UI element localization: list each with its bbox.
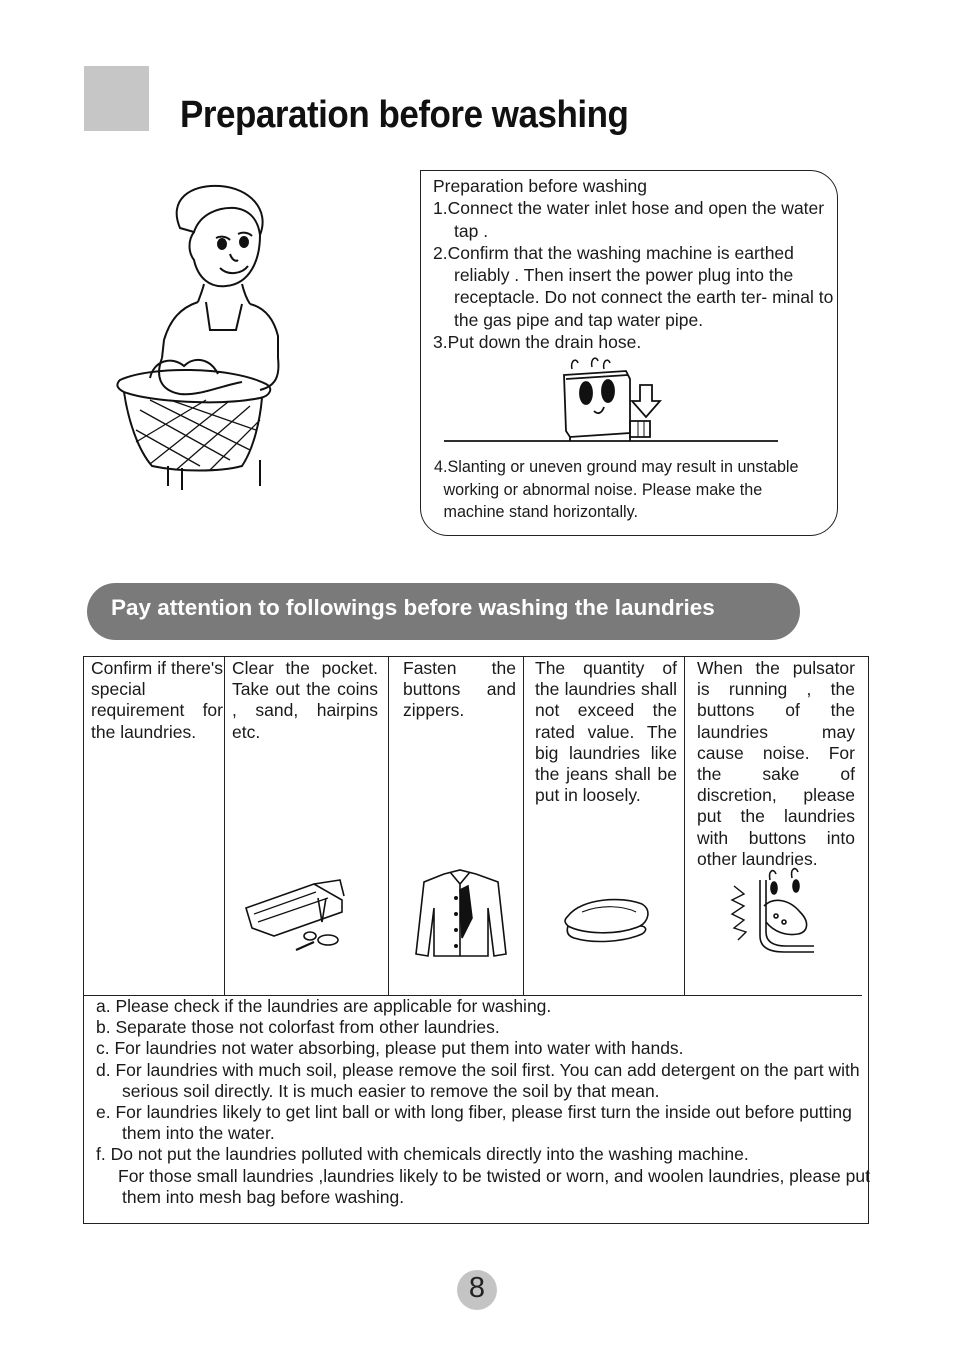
- page-title: Preparation before washing: [180, 94, 629, 136]
- note-c: c. For laundries not water absorbing, please put them into water with hands.: [96, 1038, 684, 1059]
- tip-4-text: The quantity of the laundries shall not exceed the rated value. The big laundries like the jeans shall be put in loosely.: [535, 658, 677, 806]
- tip-cell-5: [697, 658, 855, 870]
- tip-2-text: Clear the pocket. Take out the coins , sand, hairpins etc.: [232, 658, 378, 742]
- note-e: e. For laundries likely to get lint ball or with long fiber, please first turn the inside out before putting them into the water.: [96, 1102, 852, 1144]
- step-2: 2.Confirm that the washing machine is earthed reliably . Then insert the power plug into the receptacle. Do not connect the earth ter- minal to the gas pipe and tap water pipe.: [433, 242, 834, 330]
- washing-machine-illustration: [444, 355, 778, 445]
- noisy-laundry-icon: [730, 866, 814, 956]
- tip-5-text: When the pulsator is running , the buttons of the laundries may cause noise. For the sake of discretion, please put the laundries with buttons into other laundries.: [697, 658, 855, 869]
- pocket-items-icon: [244, 878, 348, 952]
- table-divider: [388, 656, 389, 996]
- tip-cell-1: [91, 658, 223, 743]
- washing-notes: [96, 996, 868, 1208]
- tip-1-text: Confirm if there's special requirement for the laundries.: [91, 658, 223, 742]
- note-f: f. Do not put the laundries polluted with chemicals directly into the washing machine.: [96, 1144, 749, 1165]
- preparation-steps: [433, 175, 835, 353]
- shirt-icon: [414, 868, 508, 958]
- note-a: a. Please check if the laundries are applicable for washing.: [96, 996, 552, 1016]
- page-number: 8: [468, 1272, 486, 1304]
- note-f-continued: For those small laundries ,laundries likely to be twisted or worn, and woolen laundries, please put them into mesh bag before washing.: [118, 1165, 870, 1207]
- step-1: 1.Connect the water inlet hose and open the water tap .: [433, 198, 825, 241]
- note-b: b. Separate those not colorfast from other laundries.: [96, 1017, 500, 1038]
- folded-towel-icon: [562, 894, 650, 946]
- tip-cell-2: [232, 658, 378, 743]
- attention-banner-text: Pay attention to followings before washing the laundries: [111, 595, 715, 620]
- step-3: 3.Put down the drain hose.: [433, 332, 642, 353]
- section-marker: [84, 66, 149, 131]
- leveling-note: 4.Slanting or uneven ground may result in unstable working or abnormal noise. Please make the machine stand horizontally.: [434, 457, 799, 522]
- preparation-heading: Preparation before washing: [433, 176, 648, 196]
- tip-cell-4: [535, 658, 677, 806]
- tip-3-text: Fasten the buttons and zippers.: [403, 658, 516, 721]
- tip-cell-3: [403, 658, 516, 722]
- note-d: d. For laundries with much soil, please remove the soil first. You can add detergent on the part with serious soil directly. It is much easier to remove the soil by that mean.: [96, 1059, 860, 1101]
- table-divider: [684, 656, 685, 996]
- table-divider: [523, 656, 524, 996]
- woman-with-basket-illustration: [110, 180, 290, 500]
- table-divider: [224, 656, 225, 996]
